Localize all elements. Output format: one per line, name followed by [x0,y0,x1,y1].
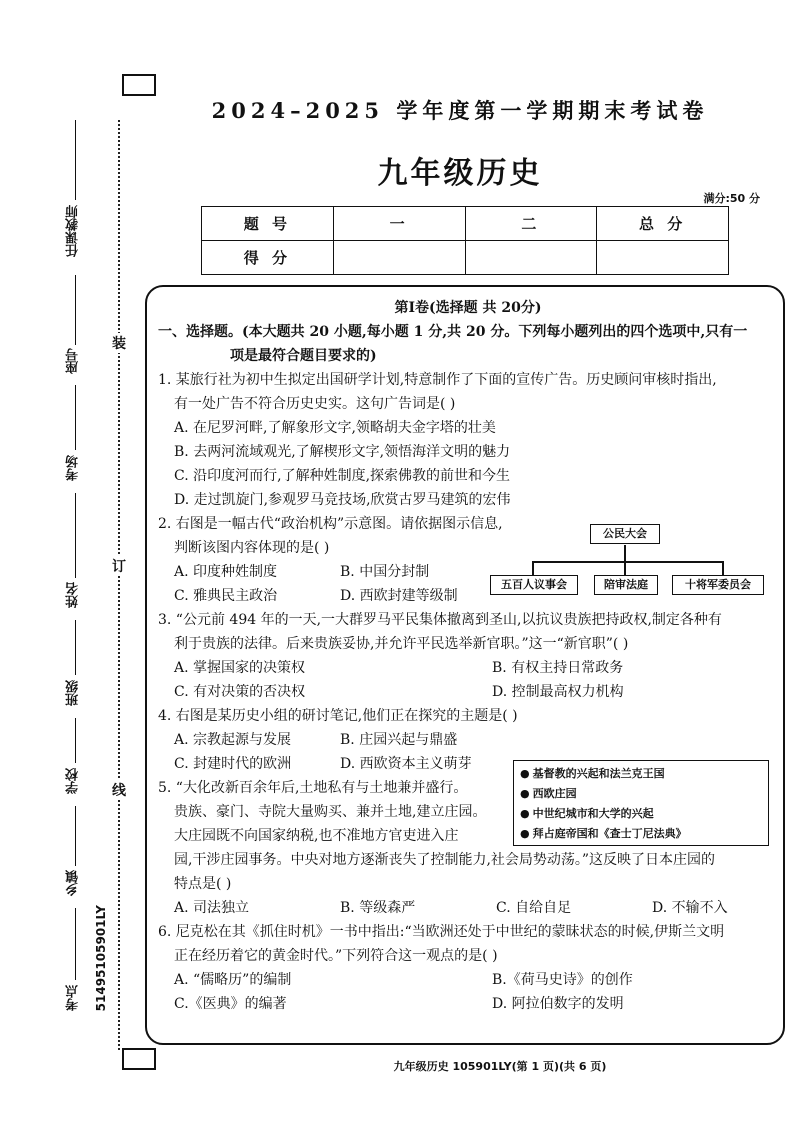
label-school: 学校 [66,768,81,794]
diagram-connector [532,561,534,575]
binding-line [75,275,76,345]
bind-char-zhuang: 装 [110,333,128,353]
label-name: 姓名 [66,582,81,608]
q5-stem-cont: 大庄园既不向国家纳税,也不准地方官吏进入庄 [174,828,459,844]
q2-option-c: C. 雅典民主政治 [174,588,278,604]
label-seat: 座号 [66,348,81,374]
binding-line [75,620,76,675]
score-cell: 一 [333,207,465,241]
score-input-cell[interactable] [597,241,729,275]
diagram-connector [722,561,724,575]
q3-options-row [158,656,778,680]
corner-box-top [122,74,156,96]
bind-char-xian: 线 [110,780,128,800]
q5-stem-cont: 贵族、豪门、寺院大量购买、兼并土地,建立庄园。 [174,804,487,820]
note-item: ● 拜占庭帝国和《查士丁尼法典》 [520,824,762,844]
diagram-node-right: 十将军委员会 [672,575,764,595]
q5-stem: 5. “大化改新百余年后,土地私有与土地兼并盛行。 [158,780,468,796]
q1-stem: 1. 某旅行社为初中生拟定出国研学计划,特意制作了下面的宣传广告。历史顾问审核时指出, [158,372,717,388]
page-footer: 九年级历史 105901LY(第 1 页)(共 6 页) [393,1060,607,1073]
note-item: ● 中世纪城市和大学的兴起 [520,804,762,824]
score-cell: 总 分 [597,207,729,241]
q2-diagram [490,521,770,601]
note-item: ● 基督教的兴起和法兰克王国 [520,764,762,784]
label-site: 考点 [66,985,81,1011]
q3-option-a: A. 掌握国家的决策权 [174,660,306,676]
binding-line [75,120,76,200]
q5-option-c: C. 自给自足 [496,900,572,916]
note-item: ● 西欧庄园 [520,784,762,804]
exam-title: 2024–2025 学年度第一学期期末考试卷 [211,98,709,123]
q4-option-c: C. 封建时代的欧洲 [174,756,292,772]
q6-stem: 6. 尼克松在其《抓住时机》一书中指出:“当欧洲还处于中世纪的蒙昧状态的时候,伊斯兰文明 [158,924,725,940]
binding-line [75,493,76,578]
section-intro-cont: 项是最符合题目要求的) [230,348,377,364]
q2-option-b: B. 中国分封制 [340,564,430,580]
binding-dashed-line [118,120,120,1050]
question-content [158,296,778,1016]
q3-option-b: B. 有权主持日常政务 [492,660,624,676]
diagram-node-top: 公民大会 [590,524,660,544]
score-input-cell[interactable] [333,241,465,275]
q6-option-c: C.《医典》的编著 [174,996,287,1012]
diagram-connector [532,561,722,563]
q3-option-c: C. 有对决策的否决权 [174,684,306,700]
binding-line [75,806,76,866]
q4-options-row [158,728,778,752]
exam-code: 51495105901LY [94,905,108,1012]
q5-stem-cont: 特点是( ) [174,876,232,892]
diagram-connector [624,561,626,575]
score-table [201,206,729,275]
q6-options-row [158,968,778,992]
binding-line [75,385,76,450]
q5-option-a: A. 司法独立 [174,900,250,916]
label-town: 乡镇 [66,870,81,896]
q5-options-row [158,896,778,920]
q1-option-d: D. 走过凯旋门,参观罗马竞技场,欣赏古罗马建筑的宏伟 [174,492,511,508]
q1-option-b: B. 去两河流域观光,了解楔形文字,领悟海洋文明的魅力 [174,444,511,460]
q6-option-d: D. 阿拉伯数字的发明 [492,996,624,1012]
q5-option-d: D. 不输不入 [652,900,728,916]
q1-option-c: C. 沿印度河而行,了解种姓制度,探索佛教的前世和今生 [174,468,511,484]
diagram-connector [624,545,626,561]
score-cell: 二 [465,207,597,241]
section-title: 第Ⅰ卷(选择题 共 20分) [394,300,542,316]
q2-stem-cont: 判断该图内容体现的是( ) [174,540,330,556]
binding-line [75,718,76,763]
q5-stem-cont: 园,干涉庄园事务。中央对地方逐渐丧失了控制能力,社会局势动荡。”这反映了日本庄园的 [174,852,716,868]
label-room: 考场 [66,455,81,481]
q3-stem-cont: 利于贵族的法律。后来贵族妥协,并允许平民选举新官职。”这一“新官职”( ) [174,636,629,652]
label-class: 班级 [66,680,81,706]
q1-stem-cont: 有一处广告不符合历史史实。这句广告词是( ) [174,396,456,412]
q3-options-row [158,680,778,704]
score-input-cell[interactable] [465,241,597,275]
q4-notes [513,760,769,846]
bind-char-ding: 订 [110,556,128,576]
full-score: 满分:50 分 [703,192,760,205]
binding-line [75,908,76,980]
q1-option-a: A. 在尼罗河畔,了解象形文字,领略胡夫金字塔的壮美 [174,420,496,436]
q2-stem: 2. 右图是一幅古代“政治机构”示意图。请依据图示信息, [158,516,503,532]
q2-option-a: A. 印度种姓制度 [174,564,278,580]
score-cell: 得 分 [202,241,334,275]
q4-option-a: A. 宗教起源与发展 [174,732,292,748]
q4-option-d: D. 西欧资本主义萌芽 [340,756,472,772]
subject-title: 九年级历史 [377,156,543,191]
section-intro: 一、选择题。(本大题共 20 小题,每小题 1 分,共 20 分。下列每小题列出的四个选项中,只有一 [158,324,748,340]
corner-box-bottom [122,1048,156,1070]
q3-stem: 3. “公元前 494 年的一天,一大群罗马平民集体撤离到圣山,以抗议贵族把持政权,制定各种有 [158,612,722,628]
score-table-row [202,241,729,275]
diagram-node-middle: 陪审法庭 [594,575,658,595]
q5-option-b: B. 等级森严 [340,900,416,916]
q4-option-b: B. 庄园兴起与鼎盛 [340,732,458,748]
q4-stem: 4. 右图是某历史小组的研讨笔记,他们正在探究的主题是( ) [158,708,518,724]
q3-option-d: D. 控制最高权力机构 [492,684,624,700]
score-table-row [202,207,729,241]
q6-stem-cont: 正在经历着它的黄金时代。”下列符合这一观点的是( ) [174,948,498,964]
diagram-node-left: 五百人议事会 [490,575,578,595]
label-teacher: 任课教师 [66,205,81,257]
score-cell: 题 号 [202,207,334,241]
q6-option-a: A. “儒略历”的编制 [174,972,292,988]
q6-options-row [158,992,778,1016]
q2-option-d: D. 西欧封建等级制 [340,588,458,604]
q6-option-b: B.《荷马史诗》的创作 [492,972,633,988]
